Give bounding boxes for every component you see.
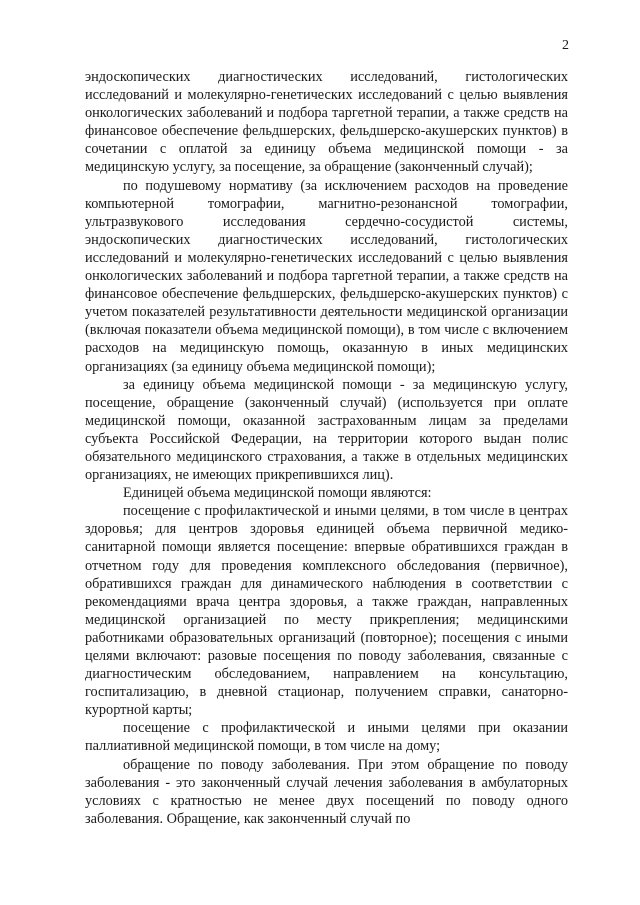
page-number: 2 [562,38,569,53]
paragraph-continuation: эндоскопических диагностических исследований, гистологических исследований и молекулярно-генетических исследований с целью выявления онкологических заболеваний и подбора таргетной терапии, а также средств на финансовое обеспечение фельдшерских, фельдшерско-акушерских пунктов) в сочетании с оплатой за единицу объема медицинской помощи - за медицинскую услугу, за посещение, за обращение (законченный случай); [85,69,568,176]
document-text [85,68,568,828]
paragraph-per-capita: по подушевому нормативу (за исключением расходов на проведение компьютерной томографии, магнитно-резонансной томографии, ультразвукового исследования сердечно-сосудистой системы, эндоскопических диагностических исследований, гистологических исследований и молекулярно-генетических исследований с целью выявления онкологических заболеваний и подбора таргетной терапии, а также средств на финансовое обеспечение фельдшерских, фельдшерско-акушерских пунктов) с учетом показателей результативности деятельности медицинской организации (включая показатели объема медицинской помощи), в том числе с включением расходов на медицинскую помощь, оказанную в иных медицинских организациях (за единицу объема медицинской помощи); [85,177,568,375]
paragraph-units-heading: Единицей объема медицинской помощи являются: [123,485,432,502]
paragraph-per-unit: за единицу объема медицинской помощи - за медицинскую услугу, посещение, обращение (законченный случай) (используется при оплате медицинской помощи, оказанной застрахованным лицам за пределами субъекта Российской Федерации, на территории которого выдан полис обязательного медицинского страхования, а также в отдельных медицинских организациях, не имеющих прикрепившихся лиц). [85,376,568,484]
paragraph-appeal: обращение по поводу заболевания. При этом обращение по поводу заболевания - это законченный случай лечения заболевания в амбулаторных условиях с кратностью не менее двух посещений по поводу одного заболевания. Обращение, как законченный случай по [85,756,568,827]
paragraph-visit-palliative: посещение с профилактической и иными целями при оказании паллиативной медицинской помощи, в том числе на дому; [85,720,568,755]
paragraph-visit-preventive: посещение с профилактической и иными целями, в том числе в центрах здоровья; для центров здоровья единицей объема первичной медико-санитарной помощи является посещение: впервые обратившихся граждан в отчетном году для проведения комплексного обследования (первичное), обратившихся граждан для динамического наблюдения в соответствии с рекомендациями врача центра здоровья, а также граждан, направленных медицинской организацией по месту прикрепления; медицинскими работниками образовательных организаций (повторное); посещения с иными целями включают: разовые посещения по поводу заболевания, связанные с диагностическим обследованием, направлением на консультацию, госпитализацию, в дневной стационар, получением справки, санаторно-курортной карты; [85,503,568,719]
